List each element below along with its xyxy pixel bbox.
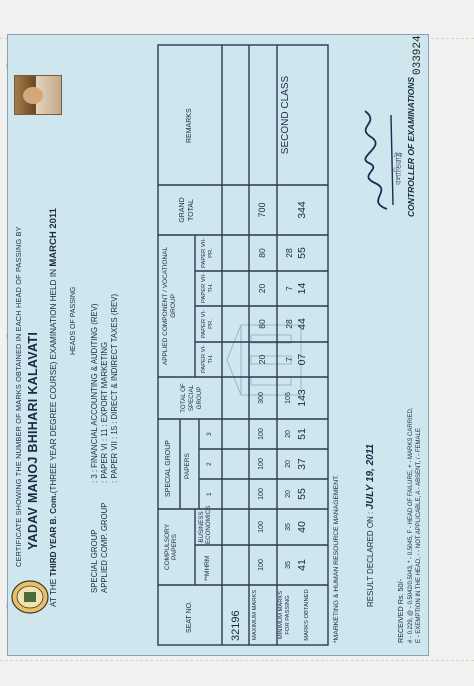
result-date: JULY 19, 2011 [365,443,376,510]
header-mhrm: **MHRM [204,555,211,581]
obtained-business-economics: 40 [296,521,308,533]
header-business-economics: BUSINESS ECONOMICS [198,505,212,544]
min-total-special: 105 [285,392,292,404]
controller-title: CONTROLLER OF EXAMINATIONS [406,76,416,217]
header-paper-vi-th: PAPER VI-TH. [201,344,214,374]
exam-session: MARCH 2011 [48,208,59,267]
min-paper-vii-pr: 28 [284,248,294,258]
min-paper-3: 20 [285,430,292,438]
max-paper-3: 100 [258,428,265,440]
header-paper-1: 1 [206,492,213,496]
certificate-title: CERTIFICATE SHOWING THE NUMBER OF MARKS OBTAINED IN EACH HEAD OF PASSING BY [14,226,23,567]
max-paper-vii-pr: 80 [257,248,267,258]
header-paper-vii-th: PAPER VII-TH. [201,273,214,303]
obtained-paper-3: 51 [296,428,308,440]
header-papers: PAPERS [184,453,191,479]
min-paper-vi-pr: 28 [284,319,294,329]
row-label-maximum: MAXIMUM MARKS [252,589,258,641]
header-remarks: REMARKS [186,108,193,143]
received-fee: RECEIVED Rs. 50/- [396,579,405,643]
max-paper-vi-pr: 80 [257,319,267,329]
obtained-paper-vi-th: 07 [296,353,308,366]
min-business-economics: 35 [285,523,292,531]
max-total-special: 300 [258,392,265,404]
signature-text: বলাভিরাষ্ট্র [394,152,403,185]
row-label-minimum: MINIMUM MARKS FOR PASSING [278,590,291,640]
max-paper-vi-th: 20 [257,354,267,365]
legend-line-1: # - 0.229, @ - 0.5042/0.5043, * - 0.5045, F - HEAD OF FAILURE, + - MARKS CARRIED, [408,407,414,643]
max-paper-1: 100 [258,488,265,500]
student-name: YADAV MANOJ BHIHARI KALAVATI [26,331,40,550]
header-paper-2: 2 [206,462,213,466]
applied-group-label: APPLIED COMP. GROUP [100,502,109,593]
obtained-paper-vii-pr: 55 [296,247,308,259]
exam-line-prefix: AT THE [49,578,58,607]
min-mhrm: 35 [285,561,292,569]
legend-line-2: E - EXEMPTION IN THE HEAD, - - NOT APPLICABLE, A - ABSENT, / - FEMALE [416,428,422,643]
max-business-economics: 100 [258,521,265,533]
min-paper-2: 20 [285,460,292,468]
header-total-special: TOTAL OF SPECIAL GROUP [180,383,203,413]
result-class: SECOND CLASS [280,75,291,155]
result-declared [365,444,376,607]
marks-certificate [7,34,429,656]
row-label-obtained: MARKS OBTAINED [304,589,310,641]
seat-number: 32196 [230,610,242,641]
controller-signature [353,105,403,215]
serial-number: 033924 [412,35,424,75]
special-group-label: SPECIAL GROUP [90,529,99,593]
result-label: RESULT DECLARED ON : [366,511,375,607]
obtained-mhrm: 41 [296,559,308,571]
header-compulsory: COMPULSORY PAPERS [164,523,178,571]
exam-course: (THREE YEAR DEGREE COURSE) EXAMINATION HELD IN [49,268,58,494]
max-grand-total: 700 [257,202,267,218]
footnote: *MARKETING & HUMAN RESOURCE MANAGEMENT. [333,474,340,643]
header-applied-component: APPLIED COMPONENT / VOCATIONAL GROUP [162,246,177,366]
header-grand-total: GRAND TOTAL [179,197,195,223]
max-mhrm: 100 [258,559,265,571]
header-paper-vii-pr: PAPER VII-PR. [201,238,214,268]
max-paper-vii-th: 20 [257,283,267,294]
header-seat-no: SEAT NO. [186,600,193,633]
obtained-paper-vi-pr: 44 [296,318,308,330]
header-paper-vi-pr: PAPER VI-PR. [201,309,214,339]
header-paper-3: 3 [206,432,213,436]
applied-group-value: : PAPER VI : 11 : EXPORT MARKETING [100,341,109,483]
min-paper-vi-th: 7 [284,357,294,362]
special-group-value: : 3 : FINANCIAL ACCOUNTING & AUDITING (REV) [90,303,99,483]
obtained-paper-2: 37 [296,458,308,470]
min-paper-1: 20 [285,490,292,498]
max-paper-2: 100 [258,458,265,470]
obtained-total-special: 143 [296,389,308,407]
header-special-group: SPECIAL GROUP [165,440,172,497]
obtained-grand-total: 344 [296,201,308,219]
min-paper-vii-th: 7 [284,286,294,291]
obtained-paper-vii-th: 14 [296,282,308,295]
applied-group-value-2: : PAPER VII : 15 : DIRECT & INDIRECT TAXES (REV) [110,293,119,483]
heads-of-passing-label: HEADS OF PASSING [70,286,77,355]
exam-year: THIRD YEAR B. Com. [49,493,58,577]
obtained-paper-1: 55 [296,488,308,500]
